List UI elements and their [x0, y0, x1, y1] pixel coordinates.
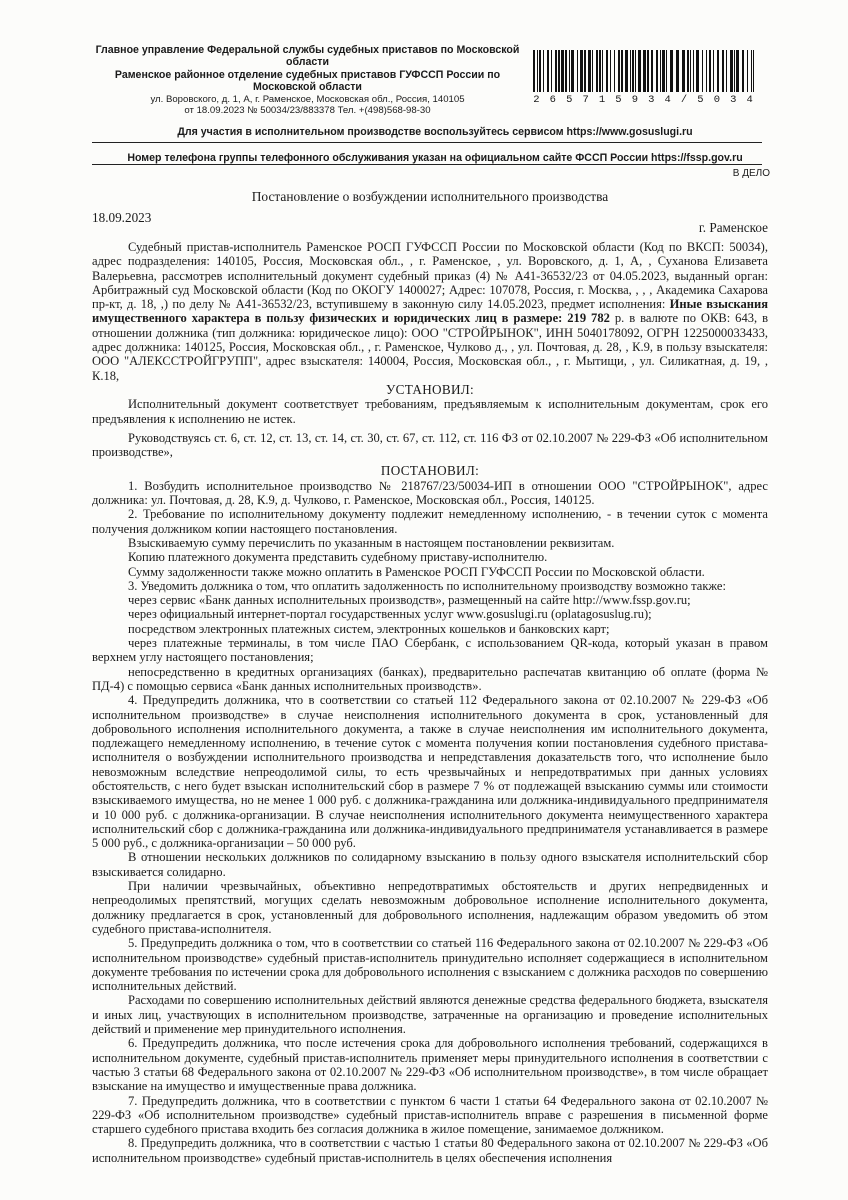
document-city: г. Раменское	[698, 220, 768, 235]
department-name: Раменское районное отделение судебных приставов ГУФССП России по Московской области	[114, 68, 501, 94]
divider	[92, 164, 762, 165]
phone-notice: Номер телефона группы телефонного обслуживания указан на официальном сайте ФССП России https://fssp.gov.ru	[127, 152, 743, 164]
section-heading-ustanovil: УСТАНОВИЛ:	[385, 381, 475, 397]
paragraph: Взыскиваемую сумму перечислить по указанным в настоящем постановлении реквизитам.	[128, 535, 615, 550]
gosuslugi-notice: Для участия в исполнительном производстве воспользуйтесь сервисом https://www.gosuslugi.ru	[177, 126, 693, 138]
subject-of-execution: Иные взыскания имущественного характера в пользу физических и юридических лиц в размере: 219 782	[92, 297, 768, 326]
paragraph: Копию платежного документа представить судебному приставу-исполнителю.	[128, 550, 548, 565]
paragraph: Расходами по совершению исполнительных действий являются денежные средства федерального бюджета, взыскателя и иных лиц, участвующих в исполнительном производстве, затраченные на организацию и проведение исполнительных действий и применение мер принудительного исполнения.	[92, 993, 768, 1037]
clause-5: 5. Предупредить должника о том, что в соответствии со статьей 116 Федерального закона от 02.10.2007 № 229-ФЗ «Об исполнительном производстве» судебный пристав-исполнитель принудительно исполняет содержащиеся в исполнительном документе требования по истечении срока для добровольного исполнения с взысканием с должника расходов по совершению исполнительных действий.	[92, 936, 768, 994]
paragraph: При наличии чрезвычайных, объективно непредотвратимых обстоятельств и других непредвиденных и непреодолимых препятствий, могущих сделать невозможным добровольное исполнение исполнительного документа, должнику предлагается в срок, установленный для добровольного исполнения, надлежащим образом уведомить об этом судебного пристава-исполнителя.	[92, 879, 768, 936]
clause-7: 7. Предупредить должника, что в соответствии с пунктом 6 части 1 статьи 64 Федерального закона от 02.10.2007 № 229-ФЗ «Об исполнительном производстве» судебный пристав-исполнитель вправе с разрешения в письменной форме старшего судебного пристава входить без согласия должника в жилое помещение, занимаемое должником.	[92, 1093, 768, 1137]
document-body	[92, 240, 768, 1165]
agency-name: Главное управление Федеральной службы судебных приставов по Московской области	[95, 44, 520, 69]
clause-4: 4. Предупредить должника, что в соответствии со статьей 112 Федерального закона от 02.10.2007 № 229-ФЗ «Об исполнительном производстве» в случае неисполнения исполнительного документа в срок, установленный для добровольного исполнения исполнительного документа, а также в случае неисполнения им исполнительного документа, подлежащего немедленному исполнению, в течение суток с момента получения копии постановления судебного пристава-исполнителя о возбуждении исполнительного производства и непредставления доказательств того, что исполнение было невозможным вследствие непреодолимой силы, то есть чрезвычайных и непредотвратимых при данных условиях обстоятельств, с него будет взыскан исполнительский сбор в размере 7 % от подлежащей взысканию суммы или стоимости взыскиваемого имущества, но не менее 1 000 руб. с должника-гражданина или должника-индивидуального предпринимателя и 10 000 руб. с должника-организации. В случае неисполнения исполнительного документа неимущественного характера исполнительский сбор с должника-гражданина или должника-индивидуального предпринимателя устанавливается в размере 5 000 руб., с должника-организации – 50 000 руб.	[92, 693, 768, 851]
payment-option: непосредственно в кредитных организациях (банках), предварительно распечатав квитанцию об оплате (форма № ПД-4) с помощью сервиса «Банк данных исполнительных производств».	[92, 664, 768, 693]
clause-6: 6. Предупредить должника, что после истечения срока для добровольного исполнения требований, содержащихся в исполнительном документе, судебный пристав-исполнитель применяет меры принудительного исполнения в соответствии с частью 3 статьи 68 Федерального закона от 02.10.2007 № 229-ФЗ «Об исполнительном производстве», в том числе обращает взыскание на имущество и имущественные права должника.	[92, 1036, 768, 1094]
barcode-number: 2 6 5 7 1 5 9 3 4 / 5 0 3 4	[533, 94, 755, 106]
payment-option: через сервис «Банк данных исполнительных производств», размещенный на сайте http://www.fssp.gov.ru;	[128, 593, 691, 608]
v-delo-stamp: В ДЕЛО	[732, 168, 770, 179]
clause-8: 8. Предупредить должника, что в соответствии с частью 1 статьи 80 Федерального закона от 02.10.2007 № 229-ФЗ «Об исполнительном производстве» судебный пристав-исполнитель в целях обеспечения исполнения	[92, 1136, 768, 1165]
divider	[92, 142, 762, 143]
section-heading-postanovil: ПОСТАНОВИЛ:	[380, 463, 480, 479]
agency-header	[95, 44, 520, 117]
reference-line: от 18.09.2023 № 50034/23/883378 Тел. +(498)568-98-30	[184, 105, 431, 117]
document-title: Постановление о возбуждении исполнительного производства	[251, 189, 609, 204]
paragraph: В отношении нескольких должников по солидарному взысканию в пользу одного взыскателя исполнительский сбор взыскивается солидарно.	[92, 850, 768, 879]
paragraph: Руководствуясь ст. 6, ст. 12, ст. 13, ст. 14, ст. 30, ст. 67, ст. 112, ст. 116 ФЗ от 02.10.2007 № 229-ФЗ «Об исполнительном производстве»,	[92, 430, 768, 460]
department-address: ул. Воровского, д. 1, А, г. Раменское, Московская обл., Россия, 140105	[150, 93, 465, 105]
paragraph: Исполнительный документ соответствует требованиям, предъявляемым к исполнительным документам, срок его предъявления к исполнению не истек.	[92, 397, 768, 426]
preamble-paragraph: Судебный пристав-исполнитель Раменское РОСП ГУФССП России по Московской области (Код по ВКСП: 50034), адрес подразделения: 140105, Россия, Московская обл., , г. Раменское, , ул. Воровского, д. 1, А, , Суханова Елизавета Валерьевна, рассмотрев исполнительный документ судебный приказ (4) № А41-36532/23 от 04.05.2023, выданный орган: Арбитражный суд Московской области (Код по ОКОГУ 1400027; Адрес: 107078, Россия, г. Москва, , , , Академика Сахарова пр-кт, д. 18, ,) по делу № А41-36532/23, вступившему в законную силу 14.05.2023, предмет исполнения: Иные взыскания имущественного характера в пользу физических и юридических лиц в размере: 219 782 р. в валюте по ОКВ: 643, в отношении должника (тип должника: юридическое лицо): ООО "СТРОЙРЫНОК", ИНН 5040178092, ОГРН 1225000033433, адрес должника: 140125, Россия, Московская обл., , г. Раменское, Чулково д., , ул. Почтовая, д. 28, , К.9, в пользу взыскателя: ООО "АЛЕКССТРОЙГРУПП", адрес взыскателя: 140004, Россия, Московская обл., , г. Мытищи, , ул. Силикатная, д. 19, , К.18,	[92, 240, 769, 383]
payment-option: через платежные терминалы, в том числе ПАО Сбербанк, с использованием QR-кода, который указан в правом верхнем углу настоящего постановления;	[92, 636, 768, 665]
clause-1: 1. Возбудить исполнительное производство № 218767/23/50034-ИП в отношении ООО "СТРОЙРЫНОК", адрес должника: ул. Почтовая, д. 28, К.9, д. Чулково, г. Раменское, Московская обл., Россия, 140125.	[92, 478, 768, 508]
barcode-image	[533, 50, 755, 92]
clause-3: 3. Уведомить должника о том, что оплатить задолженность по исполнительному производству возможно также:	[128, 578, 726, 593]
clause-2: 2. Требование по исполнительному документу подлежит немедленному исполнению, - в течении суток с момента получения должником копии настоящего постановления.	[92, 507, 768, 536]
payment-option: посредством электронных платежных систем, электронных кошельков и банковских карт;	[128, 621, 610, 636]
payment-option: через официальный интернет-портал государственных услуг www.gosuslugi.ru (oplatagosuslug.ru);	[128, 607, 652, 622]
document-date: 18.09.2023	[92, 210, 152, 225]
paragraph: Сумму задолженности также можно оплатить в Раменское РОСП ГУФССП России по Московской области.	[128, 564, 705, 579]
